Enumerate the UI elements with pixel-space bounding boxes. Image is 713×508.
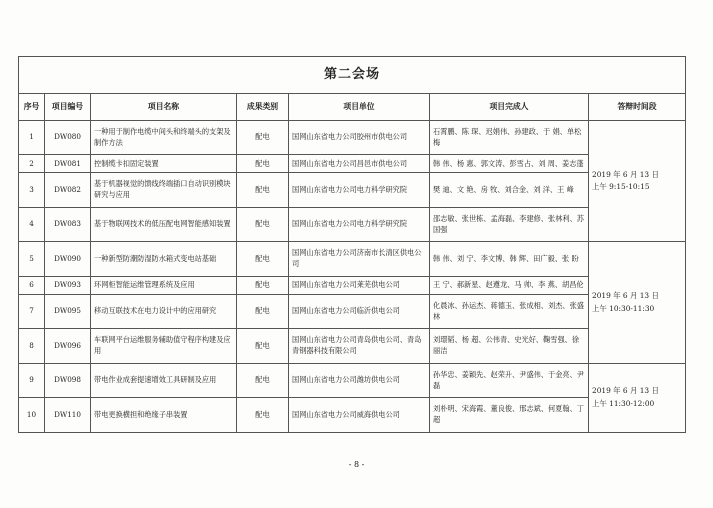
table-row bbox=[19, 242, 686, 276]
time-slot-period: 上午 10:30-11:30 bbox=[592, 303, 655, 313]
row-name: 移动互联技术在电力设计中的应用研究 bbox=[91, 294, 237, 328]
row-name: 环网柜智能运维管理系统及应用 bbox=[91, 276, 237, 294]
row-people: 韩 伟、杨 惠、郭文涛、彭雪占、刘 周、姜志蓬 bbox=[430, 155, 589, 173]
row-category: 配电 bbox=[237, 363, 289, 397]
table-row bbox=[19, 173, 686, 207]
row-index: 9 bbox=[19, 363, 45, 397]
row-unit: 国网山东省电力公司青岛供电公司、青岛青钢器科技有限公司 bbox=[289, 329, 430, 363]
row-name: 带电更换横担和绝缘子串装置 bbox=[91, 398, 237, 433]
header-people: 项目完成人 bbox=[430, 94, 589, 121]
header-index: 序号 bbox=[19, 94, 45, 121]
row-index: 6 bbox=[19, 276, 45, 294]
header-unit: 项目单位 bbox=[289, 94, 430, 121]
row-unit: 国网山东省电力公司电力科学研究院 bbox=[289, 207, 430, 241]
time-slot bbox=[589, 363, 686, 432]
row-category: 配电 bbox=[237, 121, 289, 155]
row-index: 8 bbox=[19, 329, 45, 363]
row-index: 2 bbox=[19, 155, 45, 173]
row-category: 配电 bbox=[237, 294, 289, 328]
row-index: 7 bbox=[19, 294, 45, 328]
row-people: 化晨冰、孙运杰、蒋德玉、张成相、刘杰、张盛林 bbox=[430, 294, 589, 328]
row-code: DW083 bbox=[45, 207, 91, 241]
row-category: 配电 bbox=[237, 398, 289, 433]
header-name: 项目名称 bbox=[91, 94, 237, 121]
time-slot-date: 2019 年 6 月 13 日 bbox=[592, 386, 659, 396]
row-code: DW110 bbox=[45, 398, 91, 433]
time-slot bbox=[589, 121, 686, 242]
page-number: - 8 - bbox=[348, 460, 365, 469]
row-code: DW095 bbox=[45, 294, 91, 328]
row-code: DW080 bbox=[45, 121, 91, 155]
row-people: 刘璟韬、杨 超、公伟青、史光好、鞠雪强、徐丽洁 bbox=[430, 329, 589, 363]
row-unit: 国网山东省电力公司潍坊供电公司 bbox=[289, 363, 430, 397]
header-code: 项目编号 bbox=[45, 94, 91, 121]
row-category: 配电 bbox=[237, 207, 289, 241]
row-category: 配电 bbox=[237, 155, 289, 173]
table-row bbox=[19, 155, 686, 173]
row-name: 基于物联网技术的低压配电网智能感知装置 bbox=[91, 207, 237, 241]
row-category: 配电 bbox=[237, 276, 289, 294]
row-index: 10 bbox=[19, 398, 45, 433]
row-code: DW098 bbox=[45, 363, 91, 397]
row-name: 带电作业成套提速增效工具研制及应用 bbox=[91, 363, 237, 397]
row-category: 配电 bbox=[237, 329, 289, 363]
row-code: DW093 bbox=[45, 276, 91, 294]
row-people: 韩 伟、刘 宁、李文博、韩 辉、田广毅、张 盼 bbox=[430, 242, 589, 276]
row-unit: 国网山东省电力公司临沂供电公司 bbox=[289, 294, 430, 328]
row-unit: 国网山东省电力公司威海供电公司 bbox=[289, 398, 430, 433]
time-slot-period: 上午 11:30-12:00 bbox=[592, 398, 655, 408]
table-row bbox=[19, 121, 686, 155]
header-category: 成果类别 bbox=[237, 94, 289, 121]
table-row bbox=[19, 294, 686, 328]
time-slot-date: 2019 年 6 月 13 日 bbox=[592, 291, 659, 301]
row-unit: 国网山东省电力公司胶州市供电公司 bbox=[289, 121, 430, 155]
row-category: 配电 bbox=[237, 242, 289, 276]
row-unit: 国网山东省电力公司莱芜供电公司 bbox=[289, 276, 430, 294]
row-people: 石霄鹏、陈 琛、迟娟伟、孙建政、于 娟、单松梅 bbox=[430, 121, 589, 155]
time-slot-period: 上午 9:15-10:15 bbox=[592, 182, 650, 192]
row-unit: 国网山东省电力公司济南市长清区供电公司 bbox=[289, 242, 430, 276]
row-index: 4 bbox=[19, 207, 45, 241]
row-category: 配电 bbox=[237, 173, 289, 207]
row-code: DW096 bbox=[45, 329, 91, 363]
schedule-table bbox=[18, 56, 686, 433]
time-slot-date: 2019 年 6 月 13 日 bbox=[592, 169, 659, 179]
title-row bbox=[19, 57, 686, 94]
time-slot bbox=[589, 242, 686, 363]
row-people: 孙华忠、姜颖先、赵荣升、尹盛伟、于金亮、尹 磊 bbox=[430, 363, 589, 397]
row-code: DW082 bbox=[45, 173, 91, 207]
row-name: 基于机器视觉的馈线终端插口自动识别模块研究与应用 bbox=[91, 173, 237, 207]
row-unit: 国网山东省电力公司昌邑市供电公司 bbox=[289, 155, 430, 173]
row-code: DW090 bbox=[45, 242, 91, 276]
table-row bbox=[19, 207, 686, 241]
row-name: 车联网平台运维服务辅助值守程序构建及应用 bbox=[91, 329, 237, 363]
table-row bbox=[19, 276, 686, 294]
row-code: DW081 bbox=[45, 155, 91, 173]
row-people: 王 宁、郝新星、赵遵龙、马 帅、李 燕、胡昌伦 bbox=[430, 276, 589, 294]
venue-title: 第二会场 bbox=[19, 57, 686, 94]
table-row bbox=[19, 329, 686, 363]
header-time: 答辩时间段 bbox=[589, 94, 686, 121]
row-name: 一种新型防潮防湿防水箱式变电站基础 bbox=[91, 242, 237, 276]
row-index: 3 bbox=[19, 173, 45, 207]
header-row bbox=[19, 94, 686, 121]
row-name: 一种用于制作电缆中间头和终端头的支架及制作方法 bbox=[91, 121, 237, 155]
row-name: 控制缆卡扣固定装置 bbox=[91, 155, 237, 173]
table-row bbox=[19, 398, 686, 433]
row-unit: 国网山东省电力公司电力科学研究院 bbox=[289, 173, 430, 207]
row-people: 刘朴明、宋海霞、董良俊、邢志斌、何夏翰、丁 超 bbox=[430, 398, 589, 433]
row-people: 樊 迪、文 艳、房 牧、刘合金、刘 洋、王 峰 bbox=[430, 173, 589, 207]
row-people: 邵志敏、张世栋、孟海磊、李建修、张林利、苏国强 bbox=[430, 207, 589, 241]
row-index: 1 bbox=[19, 121, 45, 155]
table-row bbox=[19, 363, 686, 397]
row-index: 5 bbox=[19, 242, 45, 276]
